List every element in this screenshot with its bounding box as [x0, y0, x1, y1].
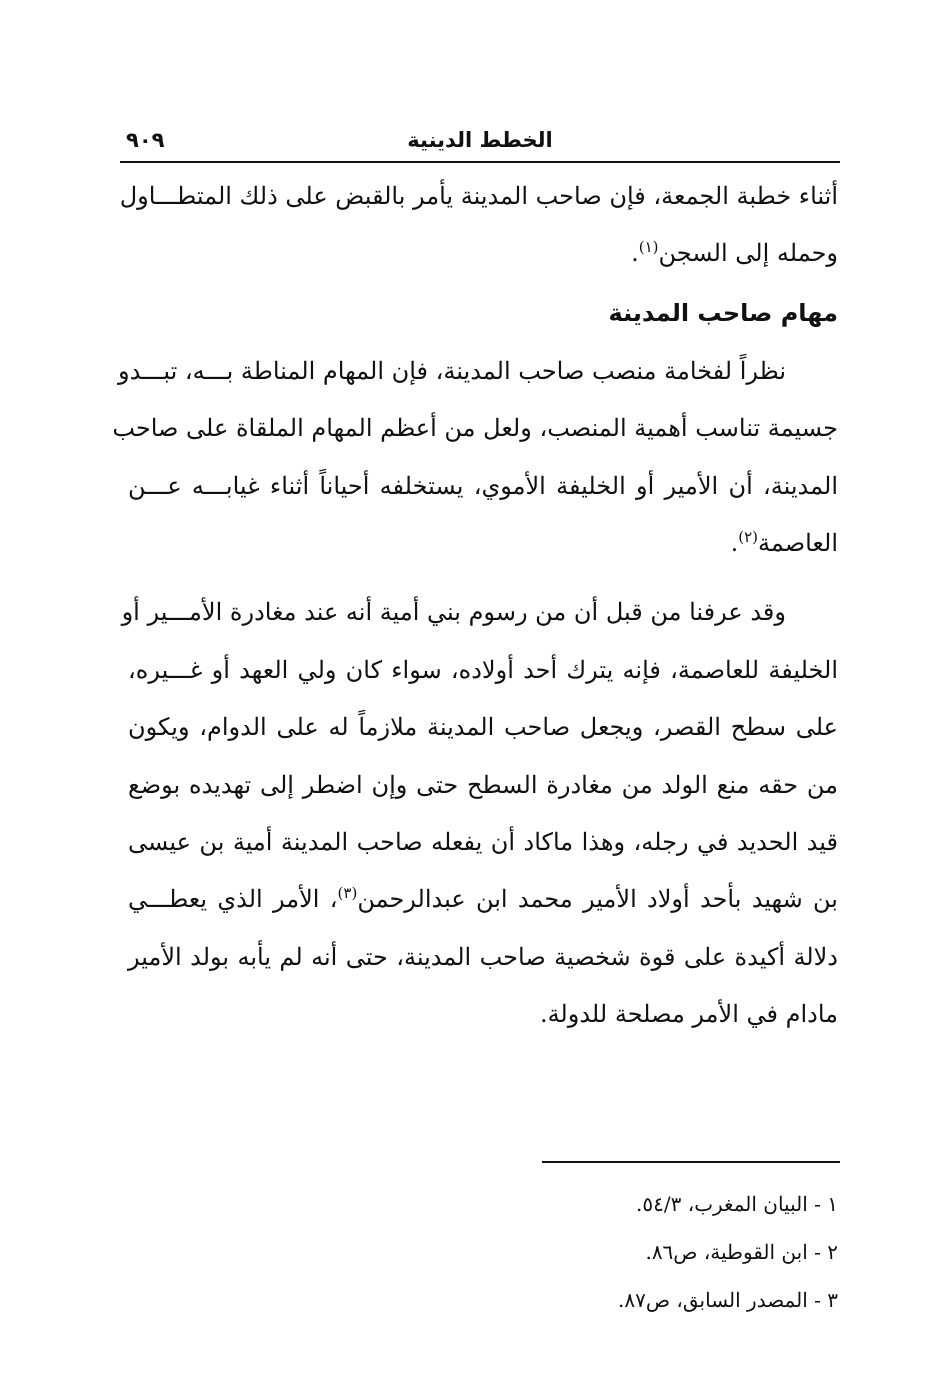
text-run: بن شهيد بأحد أولاد الأمير محمد ابن عبدالرحمن — [357, 885, 838, 914]
paragraph-3 — [121, 584, 838, 1043]
paragraph-2 — [112, 343, 838, 573]
text-line — [128, 225, 838, 282]
text-line: جسيمة تناسب أهمية المنصب، ولعل من أعظم المهام الملقاة على صاحب — [112, 414, 838, 443]
footnote-ref-2: (٢) — [738, 527, 758, 546]
footnote-3: ٣ - المصدر السابق، ص٨٧. — [618, 1288, 838, 1312]
text-line: على سطح القصر، ويجعل صاحب المدينة ملازماً له على الدوام، ويكون — [128, 713, 838, 742]
page-number: ٩٠٩ — [126, 128, 165, 152]
paragraph-1 — [119, 168, 838, 283]
text-line — [128, 515, 838, 572]
text-line — [128, 871, 838, 928]
running-title: الخطط الدينية — [407, 128, 553, 152]
text-line: قيد الحديد في رجله، وهذا ماكاد أن يفعله صاحب المدينة أمية بن عيسى — [128, 827, 838, 856]
body-text — [112, 168, 838, 1043]
text-line: أثناء خطبة الجمعة، فإن صاحب المدينة يأمر بالقبض على ذلك المتطـــاول — [119, 182, 838, 210]
paragraph-gap — [128, 572, 838, 584]
header-rule — [120, 161, 840, 163]
text-run: ، الأمر الذي يعطـــي — [128, 885, 338, 914]
text-run: وحمله إلى السجن — [658, 239, 838, 268]
footnote-ref-1: (١) — [638, 238, 659, 257]
text-line: المدينة، أن الأمير أو الخليفة الأموي، يستخلفه أحياناً أثناء غيابـــه عـــن — [128, 471, 838, 500]
running-header — [120, 124, 840, 158]
text-line: من حقه منع الولد من مغادرة السطح حتى وإن اضطر إلى تهديده بوضع — [128, 770, 838, 799]
footnotes — [128, 1180, 838, 1324]
text-line: نظراً لفخامة منصب صاحب المدينة، فإن المهام المناطة بـــه، تبـــدو — [118, 356, 786, 385]
section-heading: مهام صاحب المدينة — [608, 298, 838, 327]
text-run: العاصمة — [758, 528, 838, 557]
text-run: . — [730, 528, 739, 557]
text-line: الخليفة للعاصمة، فإنه يترك أحد أولاده، سواء كان ولي العهد أو غـــيره، — [128, 655, 838, 684]
text-run: . — [631, 239, 639, 268]
footnote-1: ١ - البيان المغرب، ٥٤/٣. — [636, 1192, 838, 1216]
text-line: وقد عرفنا من قبل أن من رسوم بني أمية أنه عند مغادرة الأمـــير أو — [121, 598, 786, 627]
footnote-ref-3: (٣) — [337, 884, 358, 903]
text-line: دلالة أكيدة على قوة شخصية صاحب المدينة، حتى أنه لم يأبه بولد الأمير — [128, 942, 838, 971]
text-line: مادام في الأمر مصلحة للدولة. — [539, 1000, 838, 1029]
footnote-2: ٢ - ابن القوطية، ص٨٦. — [645, 1240, 838, 1264]
footnote-rule — [542, 1161, 840, 1163]
